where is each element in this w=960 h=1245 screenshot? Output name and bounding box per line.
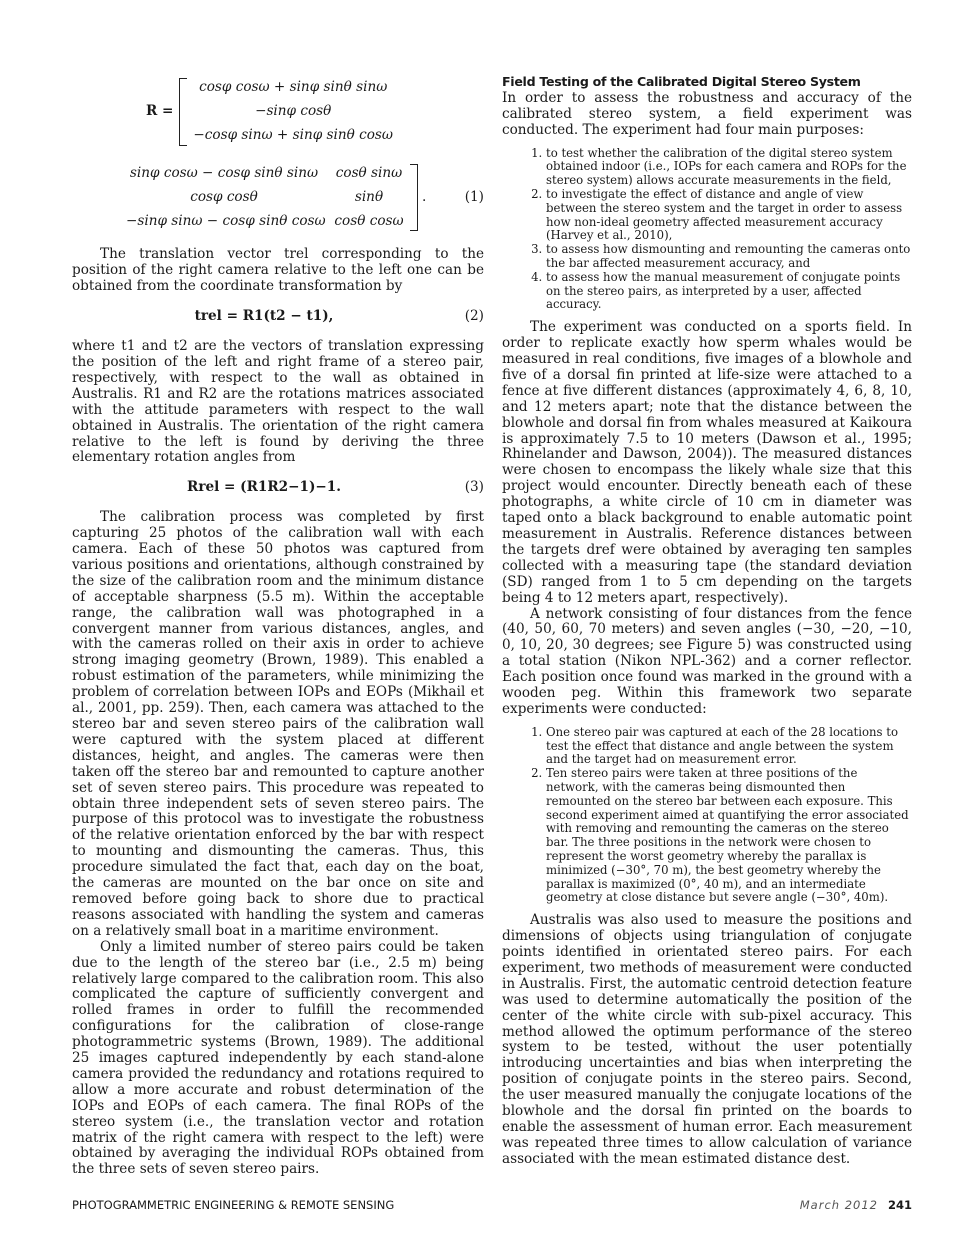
page-number: 241 xyxy=(887,1198,912,1212)
equation-2 xyxy=(72,309,484,325)
equation-3 xyxy=(72,480,484,496)
r-row-3: −cosφ sinω + sinφ sinθ cosω xyxy=(193,126,393,143)
experiments-list xyxy=(502,726,912,905)
right-column xyxy=(502,74,912,1168)
section-heading: Field Testing of the Calibrated Digital Stereo System xyxy=(502,74,861,89)
r2-row-1-col-1: sinφ cosω − cosφ sinθ sinω xyxy=(129,164,319,181)
equation-2-expression: trel = R1(t2 − t1), xyxy=(194,308,334,325)
paragraph: The experiment was conducted on a sports field. In order to replicate exactly how sperm whales would be measured in real conditions, five images of a blowhole and five of a dorsal fin printed at life-size were attached to a fence at five different distances (approximately 4, 6, 8, 10, and 12 meters apart; note that the distance between the blowhole and dorsal fin from whales measured at Kaikoura is approximately 7.5 to 10 meters (Dawson et al., 1995; Rhinelander and Dawson, 2004)). The measured distances were chosen to encompass the likely whale size that this project would encounter. Directly beneath each of these photographs, a white circle of 10 cm in diameter was taped onto a black background to enable automatic point measurement in Australis. Reference distances between the targets dref were obtained by averaging ten samples collected with a measuring tape (the standard deviation (SD) ranged from 1 to 5 cm depending on the targets being 4 to 12 meters apart, respectively). xyxy=(502,319,912,606)
page-footer xyxy=(72,1198,912,1212)
r2-row-1-col-2: cosθ sinω xyxy=(335,164,403,181)
r2-row-3-col-1: −sinφ sinω − cosφ sinθ cosω xyxy=(126,212,326,229)
issue-date: March 2012 xyxy=(799,1198,878,1212)
list-item: 1. to test whether the calibration of the digital stereo system obtained indoor (i.e., IOPs for each camera and ROPs for the stereo system) allows accurate measurements in the field, xyxy=(546,147,912,188)
paragraph: In order to assess the robustness and accuracy of the calibrated stereo system, a field experiment was conducted. The experiment had four main purposes: xyxy=(502,89,912,138)
paragraph: where t1 and t2 are the vectors of translation expressing the position of the left and right frame of a stereo pair, respectively, with respect to the wall as obtained in Australis. R1 and R2 are the rotations matrices associated with the attitude parameters with respect to the wall obtained in Australis. The orientation of the right camera relative to the left is found by deriving the three elementary rotation angles from xyxy=(72,338,484,466)
purposes-list xyxy=(502,147,912,313)
paragraph: Only a limited number of stereo pairs could be taken due to the length of the stereo bar (i.e., 2.5 m) being relatively large compared to the calibration room. This also complicated the capture of sufficiently convergent and rolled frames in order to fulfill the recommended configurations for the calibration of close-range photogrammetric systems (Brown, 1989). The additional 25 images captured independently by each stand-alone camera provided the redundancy and rotations required to allow a more accurate and robust determination of the IOPs and EOPs of each camera. The final ROPs of the stereo system (i.e., the translation vector and rotation matrix of the right camera with respect to the left) were obtained by averaging the individual ROPs obtained from the three sets of seven stereo pairs. xyxy=(72,938,484,1178)
equation-2-number: (2) xyxy=(464,308,484,325)
equation-1: R = cosφ cosω + sinφ sinθ sinω −sinφ cosθ −cosφ sinω + sinφ sinθ cosω sinφ cosω − cosφ sinθ sinω cosθ sinω cosφ cosθ sinθ −sinφ sinω − cosφ sinθ cosω cosθ cosω . (1) xyxy=(72,76,484,233)
equation-3-number: (3) xyxy=(464,479,484,496)
paragraph: Australis was also used to measure the positions and dimensions of objects using triangulation of conjugate points identified in orientated stereo pairs. For each experiment, two methods of measurement were conducted in Australis. First, the automatic centroid detection feature was used to determine automatically the position of the center of the white circle with sub-pixel accuracy. This method allowed the optimum performance of the stereo system to be tested, without the user potentially introducing uncertainties and bias when interpreting the position of conjugate points in the stereo pairs. Second, the user measured manually the conjugate locations of the blowhole and the dorsal fin printed on the boards to enable the assessment of human error. Each measurement was repeated three times to allow calculation of variance associated with the mean estimated distance dest. xyxy=(502,912,912,1167)
list-item: 1. One stereo pair was captured at each of the 28 locations to test the effect that distance and angle between the system and the target had on measurement error. xyxy=(546,726,912,767)
equation-1-number: (1) xyxy=(464,188,484,205)
list-item: 3. to assess how dismounting and remounting the cameras onto the bar affected measurement accuracy, and xyxy=(546,243,912,271)
list-item: 2. to investigate the effect of distance and angle of view between the stereo system and the target in order to assess how non-ideal geometry affected measurement accuracy (Harvey et al., 2010), xyxy=(546,188,912,243)
equation-3-expression: Rrel = (R1R2−1)−1. xyxy=(187,479,341,496)
r2-row-2-col-2: sinθ xyxy=(354,188,384,205)
paragraph: The translation vector trel corresponding to the position of the right camera relative to the left one can be obtained from the coordinate transformation by xyxy=(72,246,484,295)
r-row-1: cosφ cosω + sinφ sinθ sinω xyxy=(199,79,388,95)
list-item: 4. to assess how the manual measurement of conjugate points on the stereo pairs, as interpreted by a user, affected accuracy. xyxy=(546,271,912,312)
r-row-2: −sinφ cosθ xyxy=(255,102,332,119)
list-item: 2. Ten stereo pairs were taken at three positions of the network, with the cameras being dismounted then remounted on the stereo bar between each exposure. This second experiment aimed at quantifying the error associated with removing and remounting the cameras on the stereo bar. The three positions in the network were chosen to represent the worst geometry whereby the parallax is minimized (−30°, 70 m), the best geometry whereby the parallax is maximized (0°, 40 m), and an intermediate geometry at close distance but severe angle (−30°, 40m). xyxy=(546,767,912,905)
paragraph: A network consisting of four distances from the fence (40, 50, 60, 70 meters) and seven angles (−30, −20, −10, 0, 10, 20, 30 degrees; see Figure 5) was constructed using a total station (Nikon NPL-362) and a corner reflector. Each position once found was marked in the ground with a wooden peg. Within this framework two separate experiments were conducted: xyxy=(502,605,912,717)
r2-row-3-col-2: cosθ cosω xyxy=(334,212,404,229)
left-column xyxy=(72,70,484,1178)
paragraph: The calibration process was completed by first capturing 25 photos of the calibration wall with each camera. Each of these 50 photos was captured from various positions and orientations, although constrained by the size of the calibration room and the minimum distance of acceptable sharpness (5.5 m). Within the acceptable range, the calibration wall was photographed in a convergent manner from various distances, angles, and with the cameras rolled on their axis in order to achieve strong imaging geometry (Brown, 1989). This enabled a robust estimation of the parameters, while minimizing the problem of correlation between IOPs and EOPs (Mikhail et al., 2001, pp. 259). Then, each camera was attached to the stereo bar and seven stereo pairs of the calibration wall were captured with the system placed at different distances, height, and angles. The cameras were then taken off the stereo bar and remounted to capture another set of seven stereo pairs. This procedure was repeated to obtain three independent sets of seven stereo pairs. The purpose of this protocol was to investigate the robustness of the relative orientation enforced by the bar with respect to mounting and dismounting the cameras. Thus, this procedure simulated the fact that, each day on the boat, the cameras are mounted on the bar once on site and removed before going back to shore due to practical reasons associated with handling the system and cameras on a relatively small boat in a maritime environment. xyxy=(72,509,484,939)
journal-name: PHOTOGRAMMETRIC ENGINEERING & REMOTE SENSING xyxy=(72,1198,395,1212)
r-matrix-label: R = xyxy=(146,102,174,119)
r2-row-2-col-1: cosφ cosθ xyxy=(190,188,258,205)
